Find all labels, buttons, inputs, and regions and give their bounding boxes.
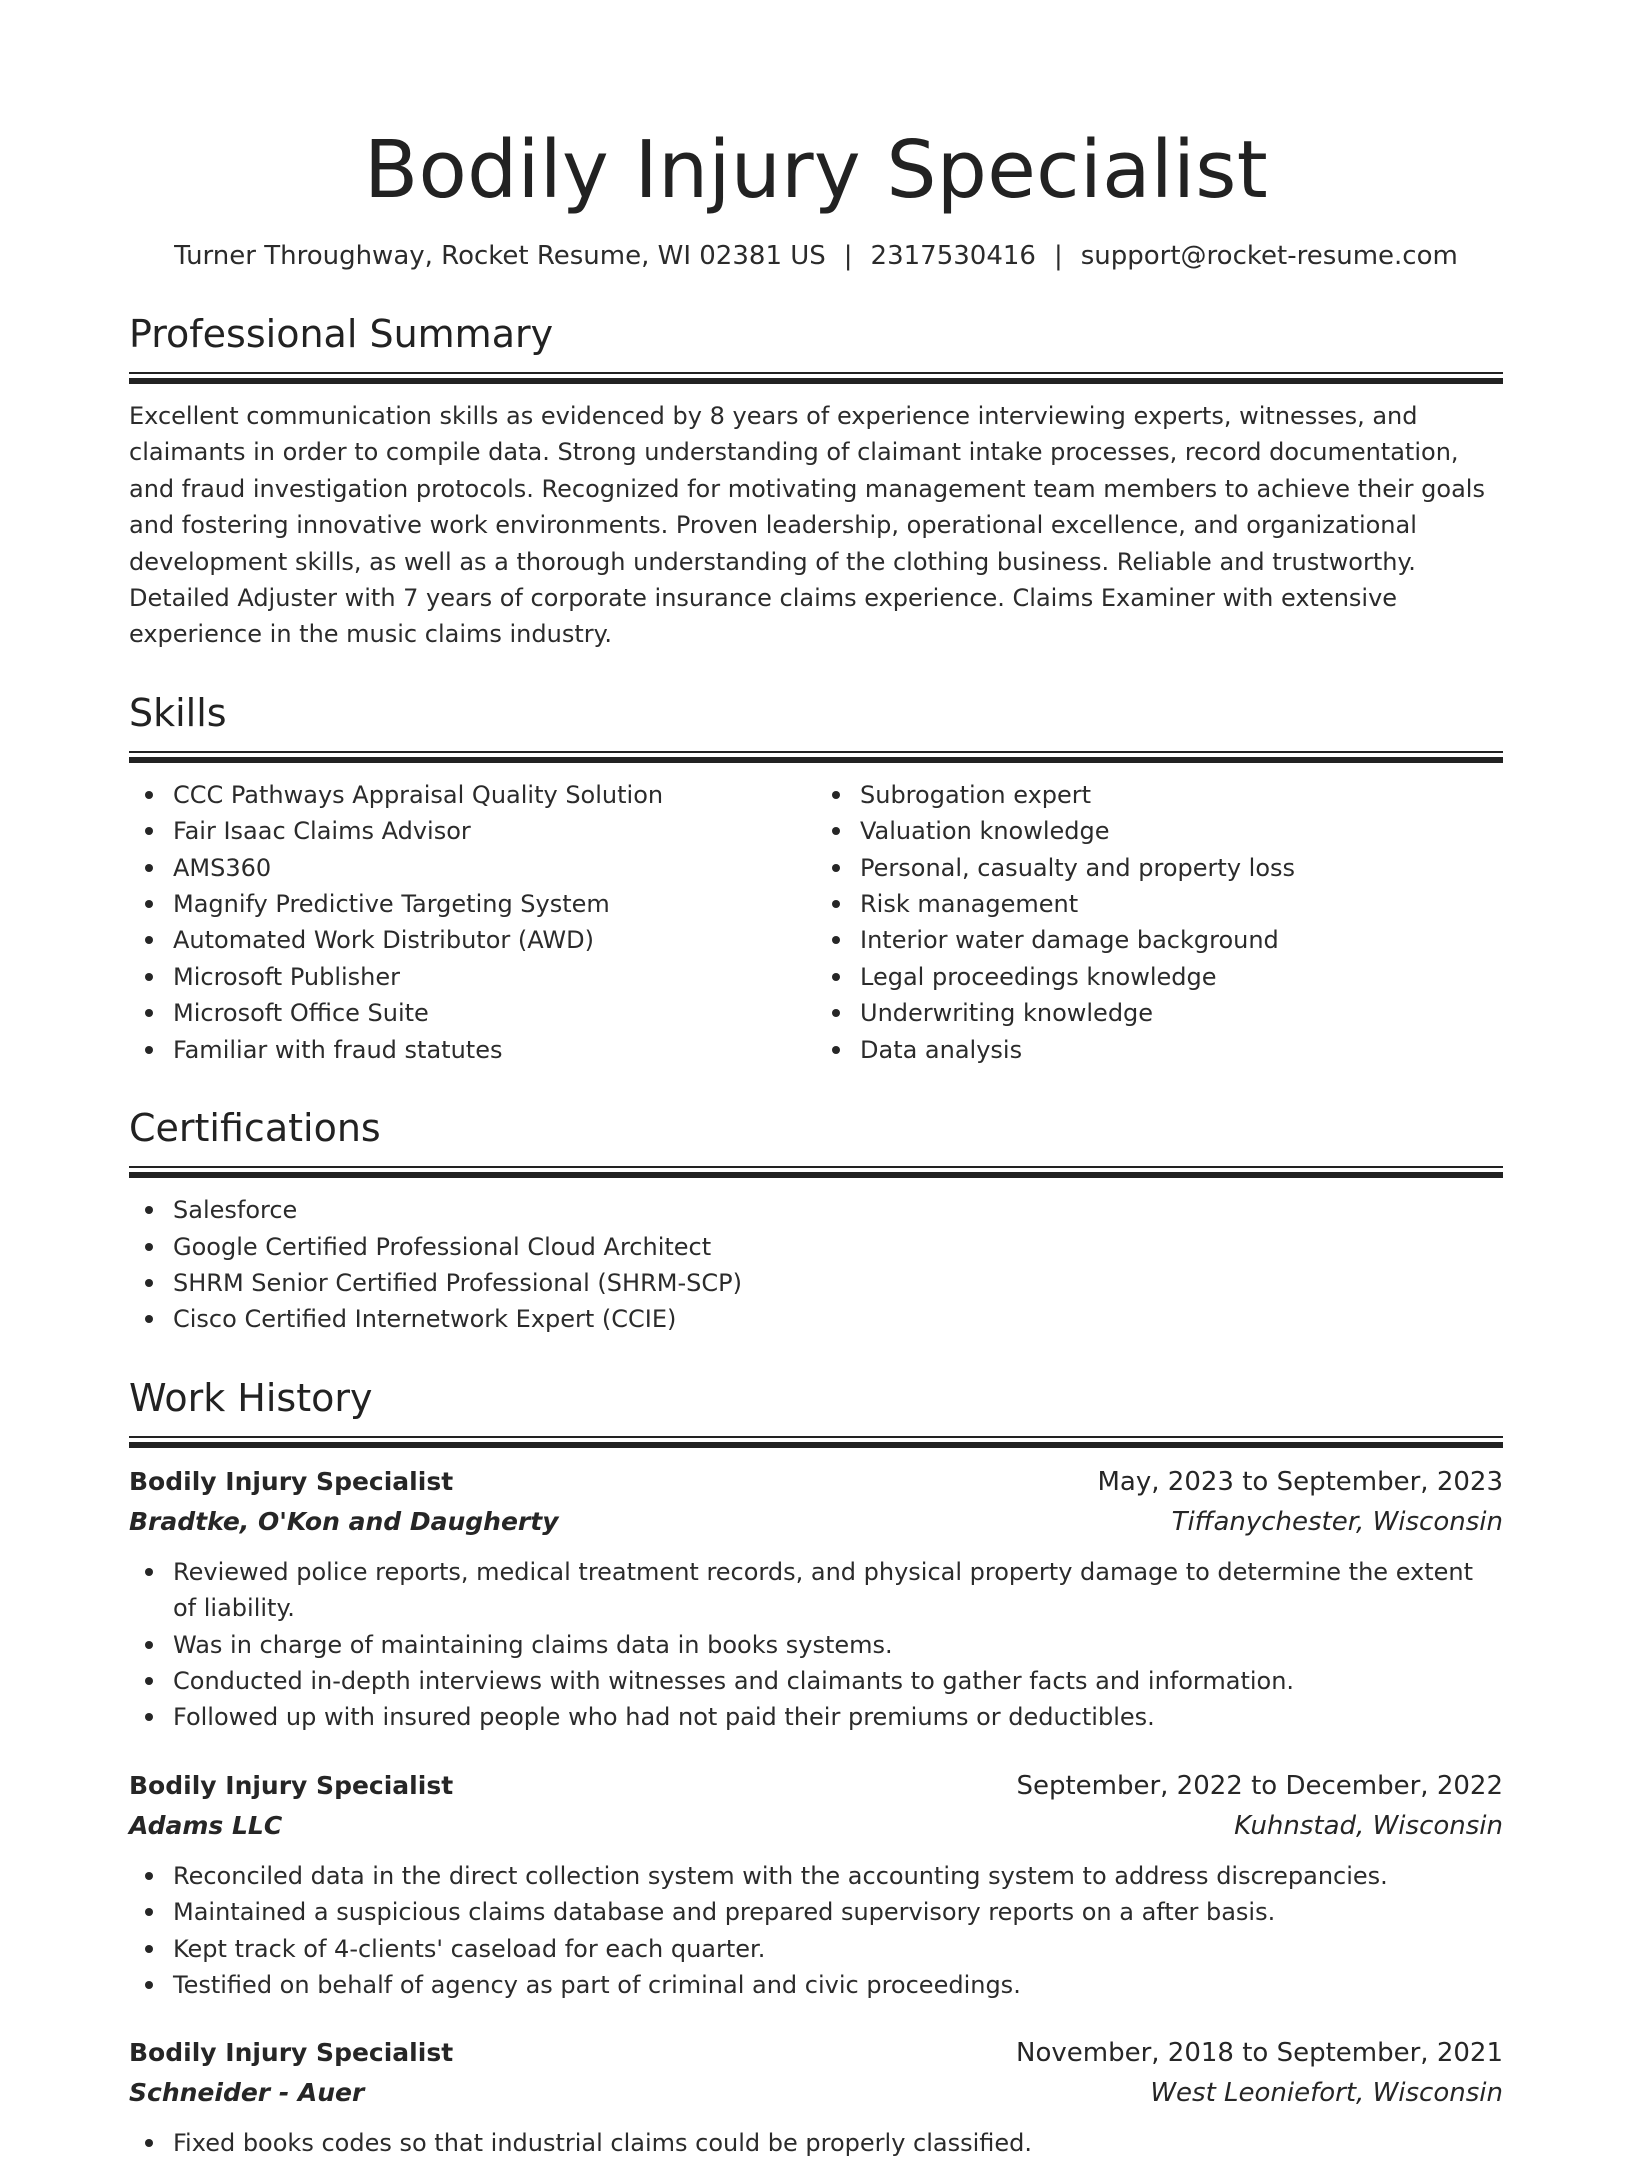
job-duty-item: Reviewed police reports, medical treatment records, and physical property damage to determine the extent of liability. bbox=[129, 1554, 1503, 1627]
resume-name: Bodily Injury Specialist bbox=[363, 124, 1269, 216]
contact-phone: 2317530416 bbox=[870, 241, 1036, 271]
job-duty-item: Was in charge of maintaining claims data in books systems. bbox=[129, 1627, 1503, 1663]
certification-item: SHRM Senior Certified Professional (SHRM-SCP) bbox=[129, 1265, 1503, 1301]
contact-email: support@rocket-resume.com bbox=[1080, 241, 1458, 271]
section-title-certifications: Certifications bbox=[129, 1106, 381, 1151]
skill-item: Legal proceedings knowledge bbox=[816, 959, 1503, 995]
job-duty-item: Maintained a suspicious claims database and prepared supervisory reports on a after basis. bbox=[129, 1894, 1503, 1930]
job-duty-item: Kept track of 4-clients' caseload for each quarter. bbox=[129, 1931, 1503, 1967]
section-divider bbox=[129, 751, 1503, 763]
skill-item: Fair Isaac Claims Advisor bbox=[129, 813, 816, 849]
job-dates: September, 2022 to December, 2022 bbox=[1016, 1770, 1503, 1801]
certification-item: Google Certified Professional Cloud Architect bbox=[129, 1229, 1503, 1265]
job-header-row bbox=[129, 1462, 1503, 1502]
skill-item: Magnify Predictive Targeting System bbox=[129, 886, 816, 922]
skills-columns bbox=[129, 777, 1503, 1068]
job-duty-item: Followed up with insured people who had not paid their premiums or deductibles. bbox=[129, 1699, 1503, 1735]
skill-item: Interior water damage background bbox=[816, 922, 1503, 958]
job-company-row bbox=[129, 1502, 1503, 1542]
summary-text: Excellent communication skills as evidenced by 8 years of experience interviewing experts, witnesses, and claimants in order to compile data. Strong understanding of claimant intake processes, record documentation, and fraud investigation protocols. Recognized for motivating management team members to achieve their goals and fostering innovative work environments. Proven leadership, operational excellence, and organizational development skills, as well as a thorough understanding of the clothing business. Reliable and trustworthy. Detailed Adjuster with 7 years of corporate insurance claims experience. Claims Examiner with extensive experience in the music claims industry. bbox=[129, 402, 1485, 649]
skill-item: Microsoft Office Suite bbox=[129, 995, 816, 1031]
skill-item: Subrogation expert bbox=[816, 777, 1503, 813]
contact-separator: | bbox=[1053, 241, 1063, 271]
certification-item: Cisco Certified Internetwork Expert (CCIE) bbox=[129, 1301, 1503, 1337]
section-title-skills: Skills bbox=[129, 690, 227, 735]
contact-line bbox=[129, 238, 1503, 274]
job-location: West Leoniefort, Wisconsin bbox=[1150, 2078, 1503, 2109]
skill-item: Underwriting knowledge bbox=[816, 995, 1503, 1031]
job-title: Bodily Injury Specialist bbox=[129, 1770, 454, 1800]
job-duties-list bbox=[129, 1858, 1503, 2004]
section-title-work-history: Work History bbox=[129, 1375, 373, 1420]
job-title: Bodily Injury Specialist bbox=[129, 1466, 454, 1496]
job-entry bbox=[129, 1462, 1503, 1736]
job-duty-item: Conducted in-depth interviews with witnesses and claimants to gather facts and information. bbox=[129, 1663, 1503, 1699]
section-divider bbox=[129, 1436, 1503, 1448]
job-company: Schneider - Auer bbox=[129, 2078, 365, 2108]
skill-item: Personal, casualty and property loss bbox=[816, 850, 1503, 886]
skill-item: CCC Pathways Appraisal Quality Solution bbox=[129, 777, 816, 813]
skill-item: Automated Work Distributor (AWD) bbox=[129, 922, 816, 958]
job-duties-list bbox=[129, 2125, 1503, 2161]
skill-item: Data analysis bbox=[816, 1032, 1503, 1068]
job-header-row bbox=[129, 2033, 1503, 2073]
job-entry bbox=[129, 2033, 1503, 2161]
job-dates: May, 2023 to September, 2023 bbox=[1097, 1466, 1503, 1497]
job-company: Bradtke, O'Kon and Daugherty bbox=[129, 1506, 559, 1536]
skill-item: Risk management bbox=[816, 886, 1503, 922]
job-entry bbox=[129, 1766, 1503, 2004]
section-title-summary: Professional Summary bbox=[129, 312, 554, 356]
contact-separator: | bbox=[843, 241, 853, 271]
skill-item: AMS360 bbox=[129, 850, 816, 886]
job-company-row bbox=[129, 1806, 1503, 1846]
job-dates: November, 2018 to September, 2021 bbox=[1016, 2038, 1503, 2069]
job-duty-item: Reconciled data in the direct collection system with the accounting system to address discrepancies. bbox=[129, 1858, 1503, 1894]
skill-item: Familiar with fraud statutes bbox=[129, 1032, 816, 1068]
job-duty-item: Fixed books codes so that industrial claims could be properly classified. bbox=[129, 2125, 1503, 2161]
job-location: Tiffanychester, Wisconsin bbox=[1171, 1506, 1503, 1537]
skill-item: Valuation knowledge bbox=[816, 813, 1503, 849]
skill-item: Microsoft Publisher bbox=[129, 959, 816, 995]
job-title: Bodily Injury Specialist bbox=[129, 2038, 454, 2068]
job-company: Adams LLC bbox=[129, 1810, 283, 1840]
skills-list-right bbox=[816, 777, 1503, 1068]
job-duties-list bbox=[129, 1554, 1503, 1736]
job-company-row bbox=[129, 2073, 1503, 2113]
job-header-row bbox=[129, 1766, 1503, 1806]
job-duty-item: Testified on behalf of agency as part of criminal and civic proceedings. bbox=[129, 1967, 1503, 2003]
skills-list-left bbox=[129, 777, 816, 1068]
contact-address: Turner Throughway, Rocket Resume, WI 02381 US bbox=[174, 241, 826, 271]
certifications-list bbox=[129, 1192, 1503, 1338]
section-divider bbox=[129, 1166, 1503, 1178]
job-location: Kuhnstad, Wisconsin bbox=[1234, 1810, 1503, 1841]
certification-item: Salesforce bbox=[129, 1192, 1503, 1228]
section-divider bbox=[129, 372, 1503, 384]
